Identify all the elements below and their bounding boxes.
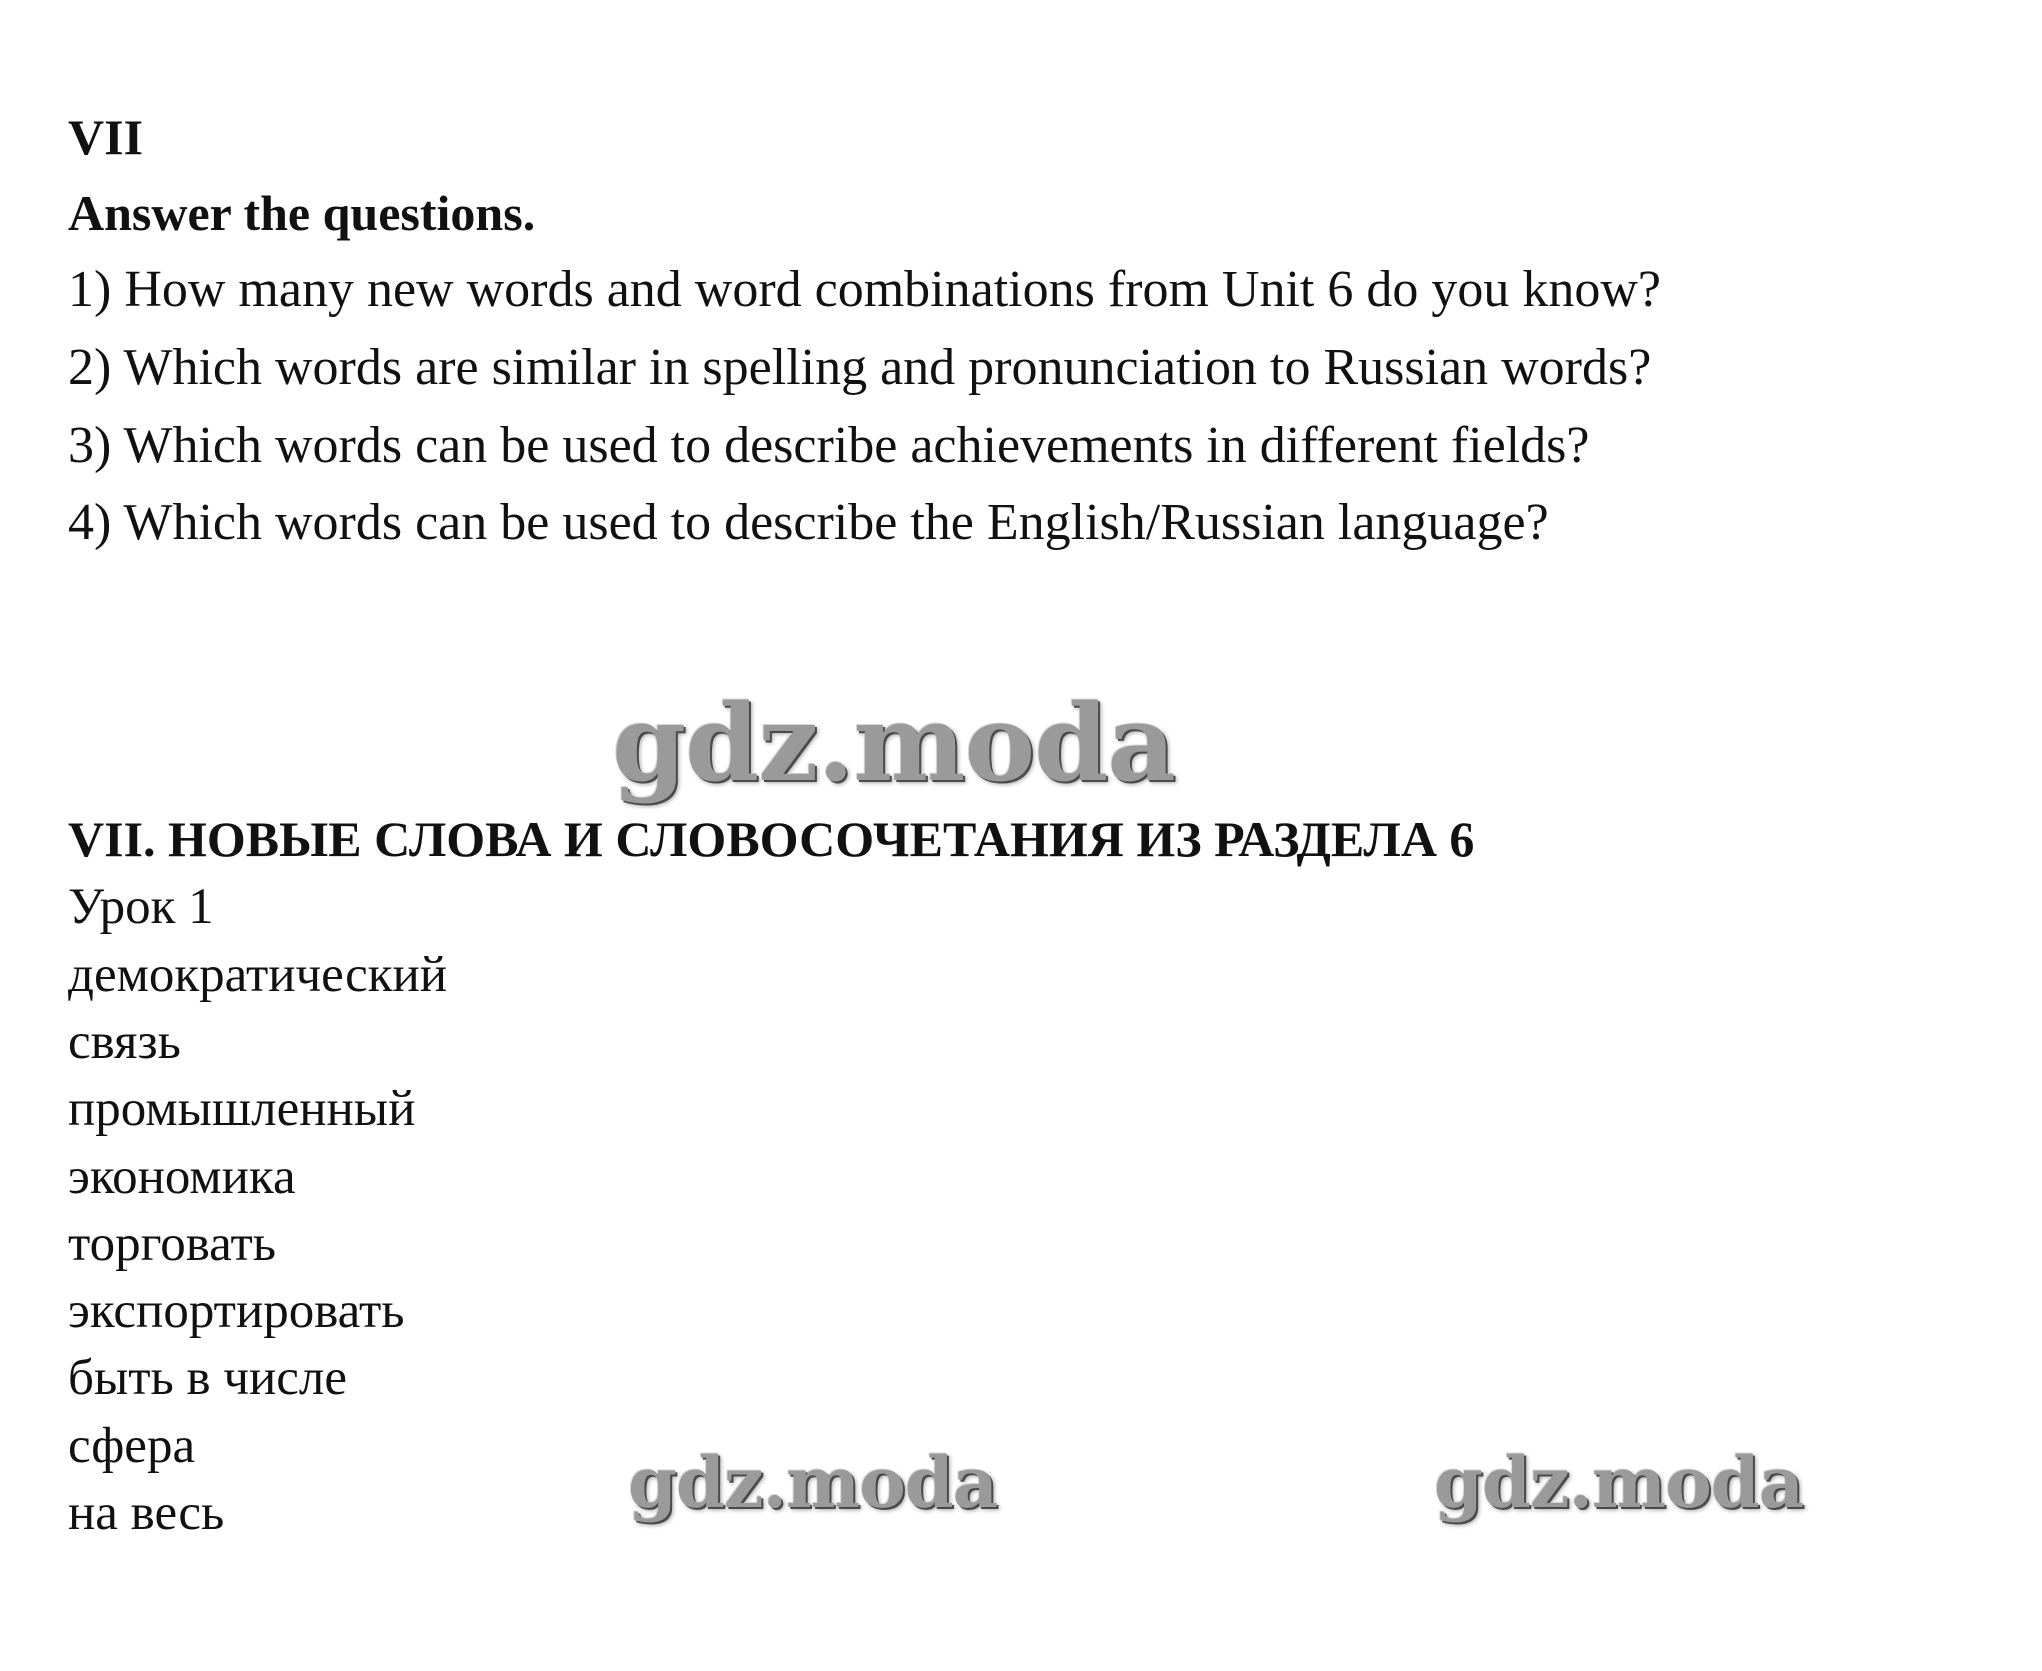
exercise-number: VII [68, 109, 144, 165]
question-1: 1) How many new words and word combinations from Unit 6 do you know? [68, 261, 1661, 318]
vocabulary-word: торговать [68, 1216, 277, 1272]
vocabulary-word: на весь [68, 1485, 225, 1541]
question-2: 2) Which words are similar in spelling and pronunciation to Russian words? [68, 339, 1652, 396]
watermark-logo: gdz.moda [628, 1441, 998, 1524]
watermark-logo: gdz.moda [1434, 1441, 1804, 1524]
exercise-instruction: Answer the questions. [68, 185, 536, 241]
vocabulary-word: связь [68, 1014, 181, 1070]
vocabulary-word: демократический [68, 947, 448, 1003]
vocabulary-title: VII. НОВЫЕ СЛОВА И СЛОВОСОЧЕТАНИЯ ИЗ РАЗДЕЛА 6 [68, 811, 1475, 867]
vocabulary-word: экономика [68, 1149, 296, 1205]
question-4: 4) Which words can be used to describe the English/Russian language? [68, 494, 1549, 551]
vocabulary-word: промышленный [68, 1081, 416, 1137]
vocabulary-word: экспортировать [68, 1283, 405, 1339]
vocabulary-word: быть в числе [68, 1350, 348, 1406]
lesson-label: Урок 1 [68, 879, 214, 935]
question-3: 3) Which words can be used to describe achievements in different fields? [68, 417, 1590, 474]
vocabulary-word: сфера [68, 1418, 196, 1474]
watermark-logo: gdz.moda [612, 680, 1175, 805]
